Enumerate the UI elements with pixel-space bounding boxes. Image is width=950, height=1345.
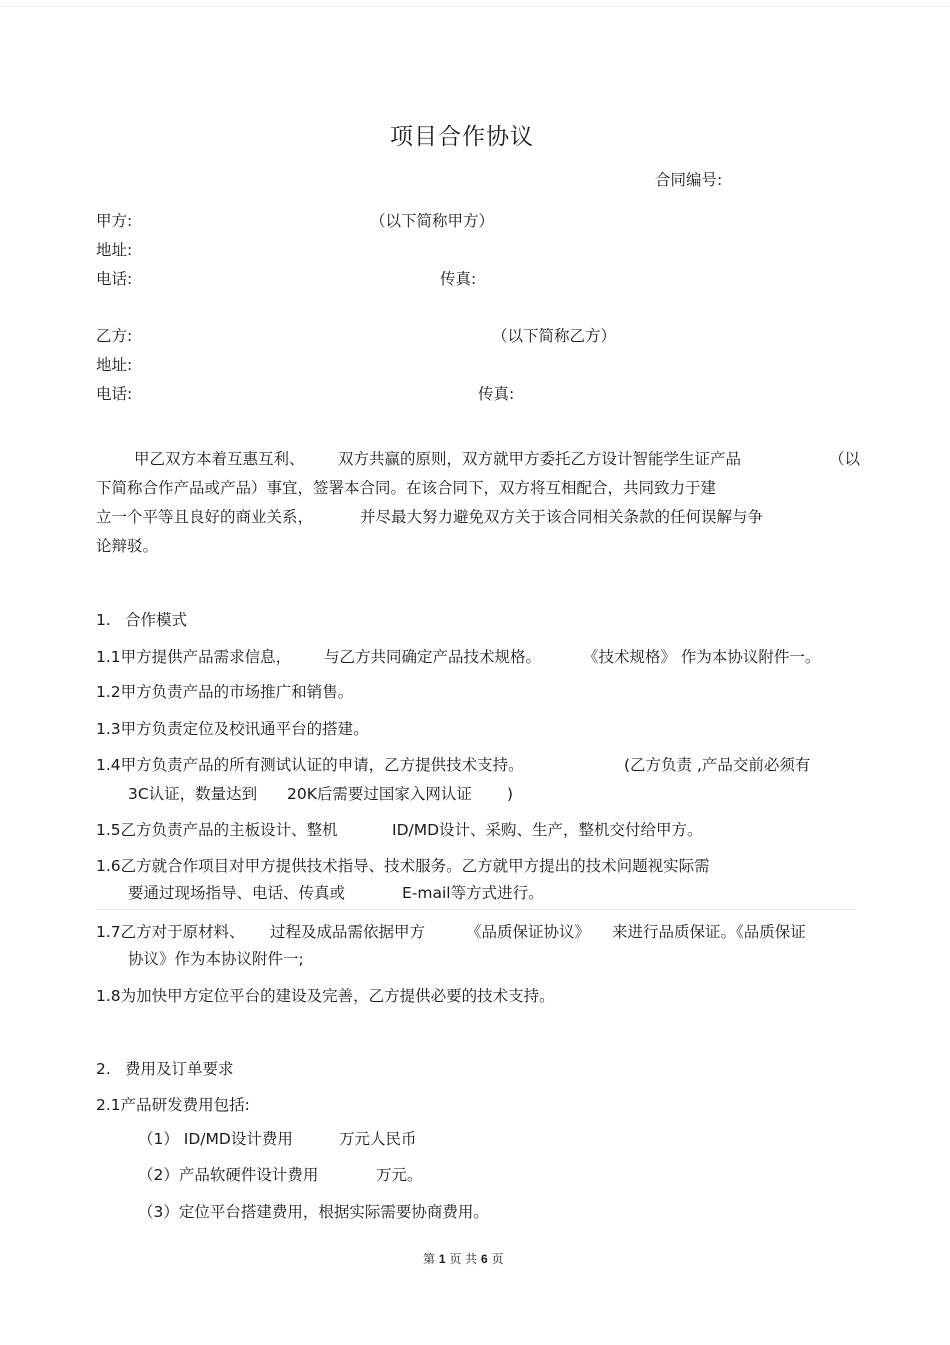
clause-1-7e: 协议》作为本协议附件一; — [128, 950, 304, 968]
clause-1-4e: ) — [507, 785, 514, 803]
clause-1-7c: 《品质保证协议》 — [466, 923, 591, 941]
party-a-address-label: 地址: — [96, 241, 133, 259]
clause-1-5a: 1.5乙方负责产品的主板设计、整机 — [96, 821, 338, 839]
section-2-heading: 费用及订单要求 — [125, 1060, 234, 1078]
clause-2-1: 2.1产品研发费用包括: — [96, 1096, 250, 1114]
clause-1-6a: 1.6乙方就合作项目对甲方提供技术指导、技术服务。乙方就甲方提出的技术问题视实际需 — [96, 857, 710, 875]
section-1-number: 1. — [96, 611, 111, 629]
party-b-address-label: 地址: — [96, 356, 133, 374]
clause-1-3: 1.3甲方负责定位及校讯通平台的搭建。 — [96, 720, 369, 738]
party-b-fax-label: 传真: — [478, 385, 515, 403]
preamble-line-4: 论辩驳。 — [96, 537, 159, 555]
preamble-line-1c: （以 — [829, 450, 861, 468]
fee-item-2-label: （2）产品软硬件设计费用 — [138, 1166, 319, 1184]
page-top-border — [0, 6, 950, 7]
footer-prefix: 第 — [423, 1252, 436, 1266]
party-a-phone-label: 电话: — [96, 270, 133, 288]
fee-item-3: （3）定位平台搭建费用，根据实际需要协商费用。 — [138, 1203, 489, 1221]
clause-1-1c: 《技术规格》 作为本协议附件一。 — [583, 648, 821, 666]
footer-total-pages: 6 — [481, 1252, 488, 1266]
document-title: 项目合作协议 — [390, 124, 534, 150]
party-b-phone-label: 电话: — [96, 385, 133, 403]
fee-item-1-label: （1） ID/MD设计费用 — [138, 1130, 293, 1148]
preamble-line-3b: 并尽最大努力避免双方关于该合同相关条款的任何误解与争 — [360, 508, 764, 526]
clause-1-4d: 20K后需要过国家入网认证 — [287, 785, 472, 803]
clause-1-4a: 1.4甲方负责产品的所有测试认证的申请，乙方提供技术支持。 — [96, 756, 524, 774]
section-divider — [96, 909, 856, 910]
clause-1-1b: 与乙方共同确定产品技术规格。 — [324, 648, 542, 666]
section-2-number: 2. — [96, 1060, 111, 1078]
footer-suffix: 页 — [491, 1252, 504, 1266]
fee-item-2-unit: 万元。 — [376, 1166, 423, 1184]
party-a-label: 甲方: — [96, 212, 133, 230]
clause-1-1a: 1.1甲方提供产品需求信息， — [96, 648, 292, 666]
page-footer — [423, 1251, 504, 1267]
clause-1-6c: E-mail等方式进行。 — [402, 884, 544, 902]
preamble-line-3a: 立一个平等且良好的商业关系， — [96, 508, 314, 526]
footer-current-page: 1 — [438, 1252, 446, 1266]
clause-1-7d: 来进行品质保证。《品质保证 — [612, 923, 806, 941]
party-a-fax-label: 传真: — [440, 270, 477, 288]
section-1-heading: 合作模式 — [125, 611, 188, 629]
footer-middle: 页 共 — [449, 1252, 478, 1266]
preamble-line-1a: 甲乙双方本着互惠互利、 — [134, 450, 305, 468]
fee-item-1-unit: 万元人民币 — [339, 1130, 417, 1148]
clause-1-2: 1.2甲方负责产品的市场推广和销售。 — [96, 683, 354, 701]
party-a-abbrev: （以下简称甲方） — [370, 212, 495, 230]
clause-1-6b: 要通过现场指导、电话、传真或 — [128, 884, 346, 902]
clause-1-7b: 过程及成品需依据甲方 — [270, 923, 426, 941]
clause-1-5b: ID/MD设计、采购、生产，整机交付给甲方。 — [392, 821, 703, 839]
contract-number-label: 合同编号: — [655, 171, 723, 189]
preamble-line-2: 下简称合作产品或产品）事宜，签署本合同。在该合同下，双方将互相配合，共同致力于建 — [96, 479, 717, 497]
party-b-label: 乙方: — [96, 327, 133, 345]
clause-1-4b: (乙方负责 ,产品交前必须有 — [624, 756, 811, 774]
clause-1-4c: 3C认证，数量达到 — [128, 785, 258, 803]
clause-1-8: 1.8为加快甲方定位平台的建设及完善，乙方提供必要的技术支持。 — [96, 987, 555, 1005]
party-b-abbrev: （以下简称乙方） — [492, 327, 617, 345]
preamble-line-1b: 双方共赢的原则，双方就甲方委托乙方设计智能学生证产品 — [338, 450, 742, 468]
clause-1-7a: 1.7乙方对于原材料、 — [96, 923, 245, 941]
